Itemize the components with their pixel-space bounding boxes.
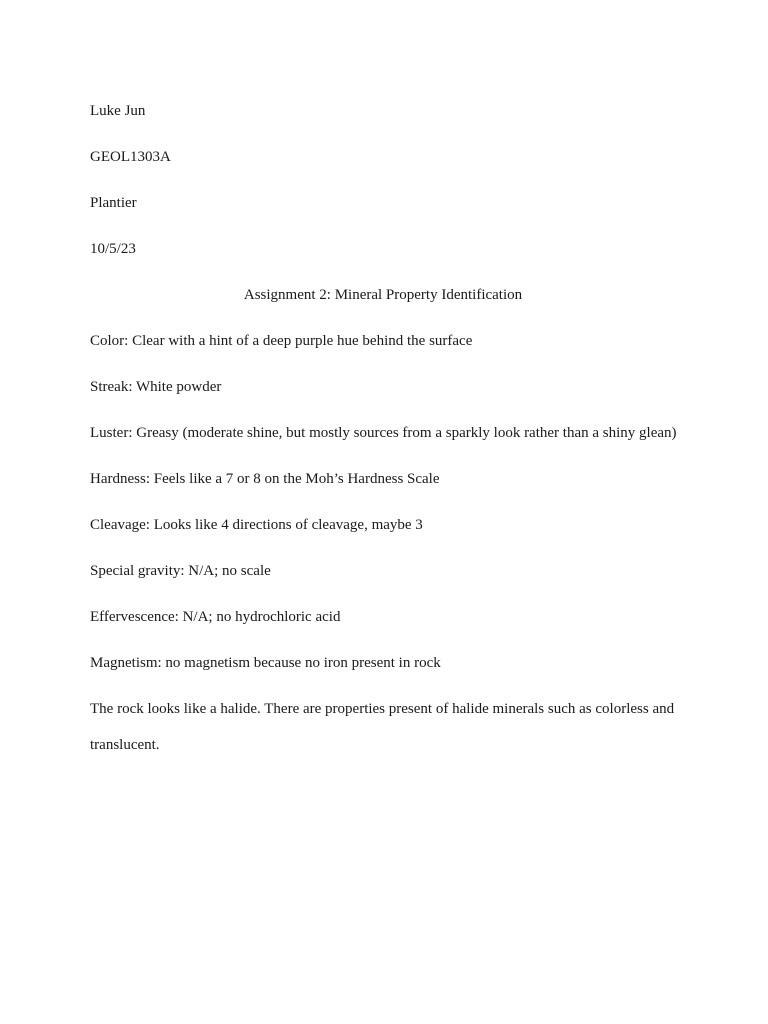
property-luster: Luster: Greasy (moderate shine, but mostly sources from a sparkly look rather than a shiny glean) — [90, 425, 677, 441]
student-name: Luke Jun — [90, 103, 146, 119]
course-code: GEOL1303A — [90, 149, 171, 165]
property-effervescence: Effervescence: N/A; no hydrochloric acid — [90, 609, 341, 625]
assignment-title: Assignment 2: Mineral Property Identification — [243, 287, 523, 303]
property-hardness: Hardness: Feels like a 7 or 8 on the Moh’s Hardness Scale — [90, 471, 440, 487]
submission-date: 10/5/23 — [90, 241, 136, 257]
property-color: Color: Clear with a hint of a deep purple hue behind the surface — [90, 333, 473, 349]
property-special-gravity: Special gravity: N/A; no scale — [90, 563, 271, 579]
instructor-name: Plantier — [90, 195, 137, 211]
conclusion-paragraph: The rock looks like a halide. There are properties present of halide minerals such as colorless and translucent. — [90, 701, 675, 753]
property-streak: Streak: White powder — [90, 379, 222, 395]
document-body — [90, 88, 680, 768]
property-cleavage: Cleavage: Looks like 4 directions of cleavage, maybe 3 — [90, 517, 423, 533]
property-magnetism: Magnetism: no magnetism because no iron present in rock — [90, 655, 441, 671]
